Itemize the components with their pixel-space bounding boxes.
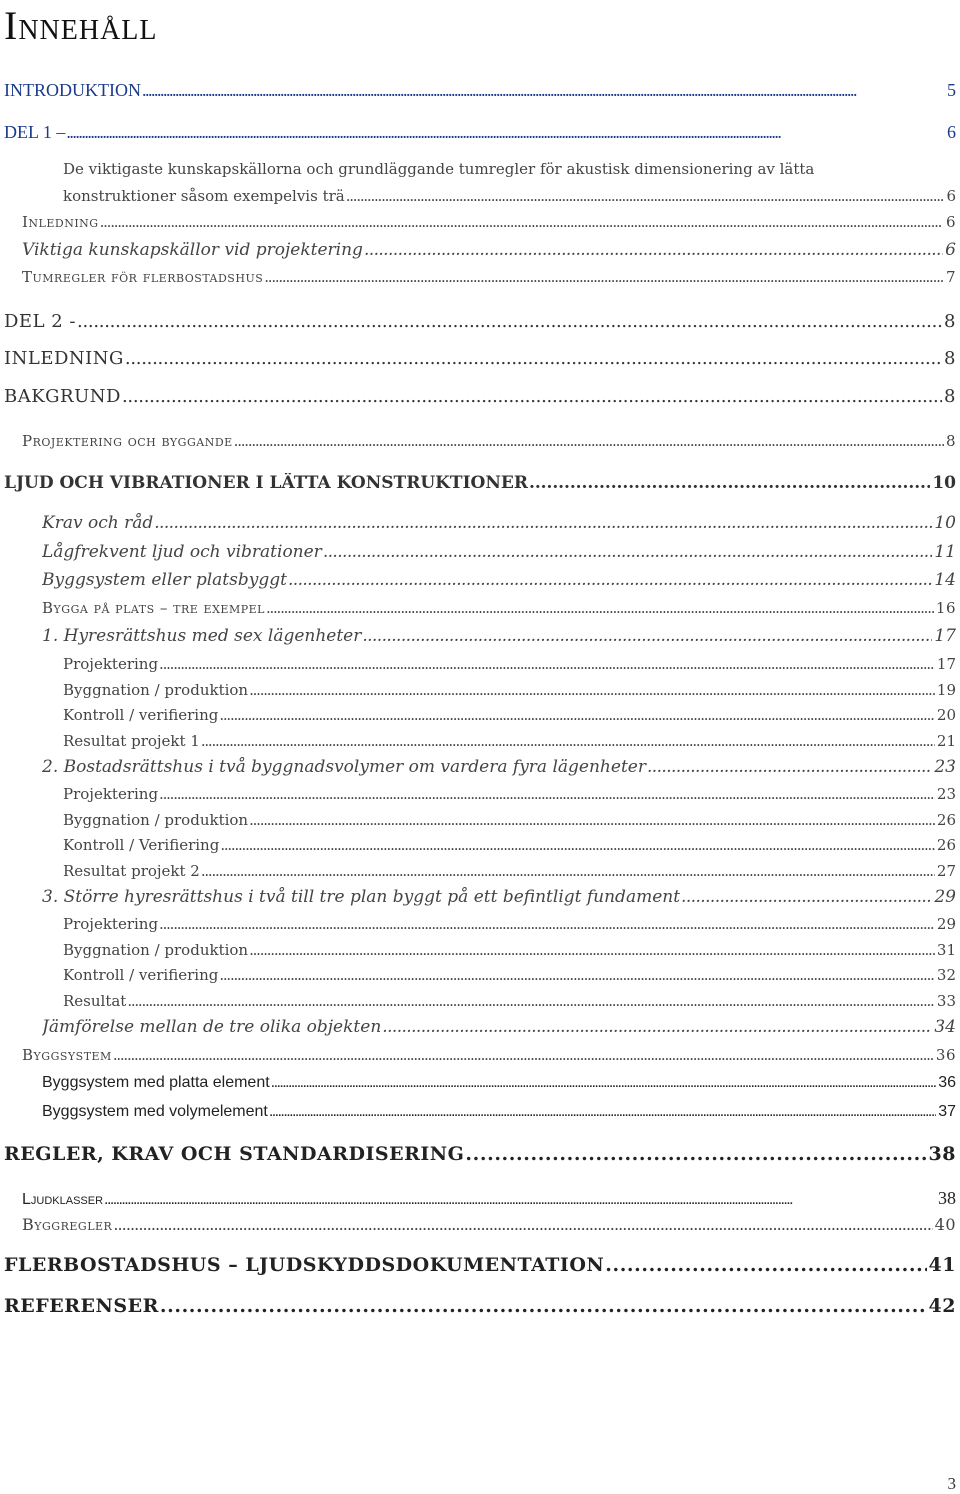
toc-entry-page: 31 — [936, 941, 956, 959]
dot-leader — [364, 240, 943, 260]
toc-entry-text: 1. Hyresrättshus med sex lägenheter — [42, 626, 362, 646]
toc-entry-text: Byggsystem med platta element — [42, 1074, 270, 1091]
toc-entry[interactable] — [42, 1103, 956, 1121]
toc-entry-text: Projektering och byggande — [22, 432, 233, 450]
toc-entry[interactable] — [63, 187, 956, 205]
toc-entry[interactable] — [63, 655, 956, 673]
dot-leader — [323, 542, 933, 562]
toc-entry-text: Byggsystem med volymelement — [42, 1103, 268, 1120]
toc-entry[interactable] — [22, 1215, 956, 1234]
toc-entry-page: 26 — [936, 811, 956, 829]
toc-entry[interactable] — [63, 811, 956, 829]
toc-entry-text: Byggsystem eller platsbyggt — [42, 570, 287, 590]
toc-entry-text: 2. Bostadsrättshus i två byggnadsvolymer om vardera fyra lägenheter — [42, 757, 646, 777]
toc-entry-page: 10 — [932, 473, 956, 493]
dot-leader — [362, 626, 932, 646]
dot-leader — [160, 1295, 927, 1317]
toc-entry-text: Kontroll / verifiering — [63, 706, 219, 724]
toc-entry-page: 8 — [944, 386, 956, 407]
toc-entry[interactable] — [63, 732, 956, 750]
toc-entry-page: 34 — [934, 1017, 956, 1037]
dot-leader — [113, 1046, 934, 1064]
toc-entry[interactable] — [63, 992, 956, 1010]
dot-leader — [647, 757, 932, 777]
toc-entry-text: Byggnation / produktion — [63, 681, 249, 699]
toc-entry-page: 17 — [936, 655, 956, 673]
toc-entry-text: Viktiga kunskapskällor vid projektering — [22, 240, 363, 260]
toc-entry-text: LJUD OCH VIBRATIONER I LÄTTA KONSTRUKTIONER — [4, 473, 528, 493]
toc-entry[interactable] — [63, 862, 956, 880]
dot-leader — [125, 348, 942, 369]
dot-leader — [288, 570, 932, 590]
toc-entry-text: Byggregler — [22, 1215, 113, 1234]
toc-entry-text: BAKGRUND — [4, 386, 121, 407]
toc-entry[interactable] — [63, 681, 956, 699]
dot-leader — [66, 122, 945, 143]
toc-entry-text: Kontroll / verifiering — [63, 966, 219, 984]
dot-leader — [382, 1017, 932, 1037]
dot-leader — [201, 732, 935, 750]
toc-entry[interactable] — [42, 542, 956, 562]
dot-leader — [77, 311, 942, 332]
dot-leader — [249, 811, 935, 829]
toc-entry-page: 27 — [936, 862, 956, 880]
dot-leader — [219, 966, 935, 984]
toc-entry-text: Inledning — [22, 213, 99, 231]
toc-entry[interactable] — [4, 80, 956, 101]
toc-entry-page: 42 — [928, 1295, 956, 1317]
dot-leader — [127, 992, 935, 1010]
toc-entry-text: FLERBOSTADSHUS – LJUDSKYDDSDOKUMENTATION — [4, 1254, 605, 1276]
toc-entry-page: 29 — [936, 915, 956, 933]
dot-leader — [681, 887, 932, 907]
dot-leader — [159, 915, 935, 933]
toc-entry-text: konstruktioner såsom exempelvis trä — [63, 187, 345, 205]
toc-entry-text: Byggnation / produktion — [63, 811, 249, 829]
toc-entry-text: INLEDNING — [4, 348, 124, 369]
toc-entry-page: 21 — [936, 732, 956, 750]
toc-entry[interactable] — [42, 599, 956, 617]
toc-entry-page: 19 — [936, 681, 956, 699]
toc-entry-page: 41 — [928, 1254, 956, 1276]
toc-entry-page: 6 — [945, 213, 956, 231]
toc-entry[interactable] — [63, 941, 956, 959]
toc-entry-page: 16 — [935, 599, 956, 617]
toc-entry-page: 10 — [934, 513, 956, 533]
toc-entry[interactable] — [42, 513, 956, 533]
toc-entry[interactable] — [42, 626, 956, 646]
dot-leader — [220, 836, 935, 854]
toc-entry-page: 33 — [936, 992, 956, 1010]
page-title: Innehåll — [4, 3, 158, 48]
toc-entry-text: Projektering — [63, 785, 159, 803]
toc-entry[interactable] — [22, 213, 956, 231]
toc-entry-text: Jämförelse mellan de tre olika objekten — [42, 1017, 382, 1037]
dot-leader — [249, 941, 935, 959]
toc-entry[interactable] — [22, 240, 956, 260]
toc-entry[interactable] — [63, 915, 956, 933]
toc-entry-page: 8 — [944, 311, 956, 332]
toc-entry[interactable] — [4, 311, 956, 332]
toc-entry[interactable] — [63, 706, 956, 724]
toc-entry-text: Projektering — [63, 655, 159, 673]
page-number: 3 — [947, 1474, 956, 1493]
toc-entry-page: 23 — [934, 757, 956, 777]
toc-entry-text: Lågfrekvent ljud och vibrationer — [42, 542, 322, 562]
toc-entry-text: Byggnation / produktion — [63, 941, 249, 959]
toc-entry-text: REFERENSER — [4, 1295, 159, 1317]
dot-leader — [346, 187, 945, 205]
toc-entry-page: 6 — [945, 240, 956, 260]
dot-leader — [100, 213, 944, 231]
toc-entry[interactable] — [63, 966, 956, 984]
toc-entry[interactable] — [22, 1188, 956, 1209]
dot-leader — [122, 386, 942, 407]
toc-entry-wrapped-line: De viktigaste kunskapskällorna och grundläggande tumregler för akustisk dimensionering av lätta — [63, 160, 815, 178]
toc-entry-page: 40 — [934, 1215, 956, 1234]
toc-entry-text: Resultat — [63, 992, 127, 1010]
toc-entry[interactable] — [4, 348, 956, 369]
toc-entry-page: 8 — [945, 432, 956, 450]
dot-leader — [266, 599, 934, 617]
dot-leader — [249, 681, 935, 699]
toc-entry-page: 36 — [938, 1074, 956, 1091]
toc-entry-text: Resultat projekt 1 — [63, 732, 200, 750]
toc-entry-page: 6 — [947, 122, 956, 142]
dot-leader — [605, 1254, 926, 1276]
dot-leader — [154, 513, 932, 533]
dot-leader — [264, 268, 944, 286]
toc-entry-text: REGLER, KRAV OCH STANDARDISERING — [4, 1143, 465, 1165]
toc-entry[interactable] — [22, 432, 956, 450]
toc-entry-text: DEL 1 – — [4, 122, 66, 142]
toc-entry[interactable] — [4, 1254, 956, 1276]
toc-entry-page: 20 — [936, 706, 956, 724]
toc-entry-page: 5 — [947, 80, 956, 100]
toc-entry[interactable] — [42, 887, 956, 907]
dot-leader — [269, 1103, 936, 1121]
toc-entry[interactable] — [4, 122, 956, 143]
toc-entry-text: Projektering — [63, 915, 159, 933]
toc-entry[interactable] — [42, 1017, 956, 1037]
toc-entry-text: 3. Större hyresrättshus i två till tre plan byggt på ett befintligt fundament — [42, 887, 681, 907]
toc-entry-page: 14 — [934, 570, 956, 590]
toc-entry[interactable] — [4, 386, 956, 407]
dot-leader — [234, 432, 944, 450]
toc-entry[interactable] — [63, 836, 956, 854]
toc-entry-text: DEL 2 - — [4, 311, 77, 332]
dot-leader — [142, 80, 945, 101]
toc-entry-text: Krav och råd — [42, 513, 154, 533]
toc-entry-text: Byggsystem — [22, 1046, 112, 1064]
toc-entry-page: 26 — [936, 836, 956, 854]
toc-entry-page: 29 — [934, 887, 956, 907]
toc-entry-page: 38 — [938, 1188, 956, 1208]
dot-leader — [113, 1215, 932, 1234]
toc-entry-page: 7 — [945, 268, 956, 286]
dot-leader — [219, 706, 935, 724]
toc-entry[interactable] — [42, 757, 956, 777]
toc-entry[interactable] — [42, 570, 956, 590]
toc-entry-page: 8 — [944, 348, 956, 369]
toc-entry-text: Ljudklasser — [22, 1191, 104, 1208]
toc-entry-page: 37 — [938, 1103, 956, 1120]
toc-entry[interactable] — [4, 473, 956, 493]
toc-entry-page: 6 — [946, 187, 956, 205]
dot-leader — [159, 655, 935, 673]
dot-leader — [529, 473, 930, 493]
toc-entry-page: 36 — [935, 1046, 956, 1064]
toc-entry-page: 17 — [934, 626, 956, 646]
toc-entry-text: Tumregler för flerbostadshus — [22, 268, 264, 286]
toc-entry-text: Kontroll / Verifiering — [63, 836, 220, 854]
toc-entry[interactable] — [4, 1295, 956, 1317]
toc-entry[interactable] — [4, 1143, 956, 1165]
toc-entry-text: Resultat projekt 2 — [63, 862, 200, 880]
dot-leader — [271, 1074, 937, 1092]
toc-entry[interactable] — [22, 268, 956, 286]
toc-entry-page: 11 — [934, 542, 956, 562]
dot-leader — [201, 862, 935, 880]
toc-entry[interactable] — [22, 1046, 956, 1064]
toc-entry-page: 38 — [928, 1143, 956, 1165]
toc-entry[interactable] — [42, 1074, 956, 1092]
toc-entry-page: 23 — [936, 785, 956, 803]
toc-entry[interactable] — [63, 785, 956, 803]
toc-entry-text: INTRODUKTION — [4, 80, 141, 100]
dot-leader — [465, 1143, 926, 1165]
dot-leader — [159, 785, 935, 803]
toc-entry-text: Bygga på plats – tre exempel — [42, 599, 265, 617]
dot-leader — [104, 1191, 936, 1209]
toc-entry-page: 32 — [936, 966, 956, 984]
